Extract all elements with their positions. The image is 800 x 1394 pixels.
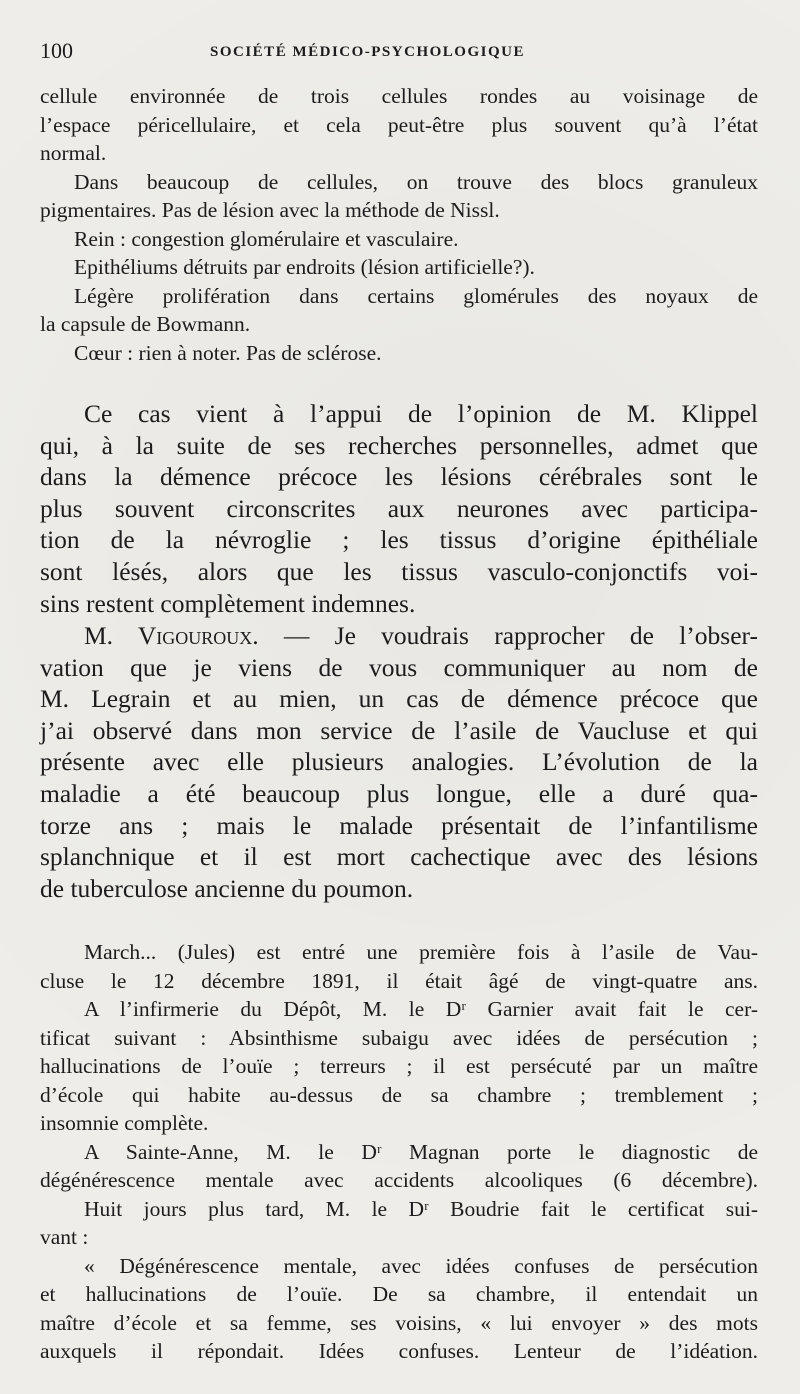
text-line: sont lésés, alors que les tissus vasculo-conjonctifs voi- [40,556,758,586]
text-line: la capsule de Bowmann. [40,312,251,336]
klippel-opinion-paragraph [40,398,758,619]
text-line: hallucinations de l’ouïe ; terreurs ; il est persécuté par un maître [40,1054,758,1078]
text-line: A Sainte-Anne, M. le Dʳ Magnan porte le diagnostic de [84,1139,758,1164]
text-line: cellule environnée de trois cellules rondes au voisinage de [40,84,758,108]
text-line: « Dégénérescence mentale, avec idées confuses de persécution [84,1253,758,1278]
text-line [40,620,758,652]
text-line: et hallucinations de l’ouïe. De sa chambre, il entendait un [40,1282,758,1306]
page-number: 100 [40,38,73,63]
text-line: plus souvent circonscrites aux neurones avec participa- [40,493,758,523]
text-line: sins restent complètement indemnes. [40,588,416,618]
text-line: tion de la névroglie ; les tissus d’origine épithéliale [40,525,758,555]
text-line: d’école qui habite au-dessus de sa chambre ; tremblement ; [40,1082,758,1107]
text-line: l’espace péricellulaire, et cela peut-être plus souvent qu’à l’état [40,112,758,137]
text-line: Ce cas vient à l’appui de l’opinion de M. Klippel [84,399,758,428]
text-line: dans la démence précoce les lésions cérébrales sont le [40,462,758,492]
text-line: maladie a été beaucoup plus longue, elle a duré qua- [40,778,758,808]
text-line: torze ans ; mais le malade présentait de l’infantilisme [40,810,758,840]
text-line: pigmentaires. Pas de lésion avec la méthode de Nissl. [40,198,500,222]
text-line: M. Legrain et au mien, un cas de démence précoce que [40,684,758,714]
text-line: Cœur : rien à noter. Pas de sclérose. [74,340,382,365]
text-line: splanchnique et il est mort cachectique avec des lésions [40,842,758,872]
text-line: Rein : congestion glomérulaire et vasculaire. [74,226,459,251]
text-line: A l’infirmerie du Dépôt, M. le Dʳ Garnier avait fait le cer- [84,997,758,1021]
autopsy-notes-section [40,82,758,367]
speaker-text: — Je voudrais rapprocher de l’obser- [283,621,759,650]
vigouroux-paragraph [40,620,758,904]
text-line: vant : [40,1225,89,1249]
text-line: dégénérescence mentale avec accidents alcooliques (6 décembre). [40,1168,758,1192]
text-line: auxquels il répondait. Idées confuses. Lenteur de l’idéation. [40,1339,758,1363]
running-head: SOCIÉTÉ MÉDICO-PSYCHOLOGIQUE [210,44,525,60]
text-line: présente avec elle plusieurs analogies. L’évolution de la [40,747,758,777]
text-line: j’ai observé dans mon service de l’asile de Vaucluse et qui [40,715,758,745]
text-line: tificat suivant : Absinthisme subaigu avec idées de persécution ; [40,1025,758,1050]
text-line: vation que je viens de vous communiquer au nom de [40,652,758,682]
text-line: March... (Jules) est entré une première fois à l’asile de Vau- [84,940,758,964]
text-line: Huit jours plus tard, M. le Dʳ Boudrie fait le certificat sui- [84,1196,758,1221]
text-line: Dans beaucoup de cellules, on trouve des blocs granuleux [74,169,758,194]
text-line: Légère prolifération dans certains glomérules des noyaux de [74,283,758,308]
text-line: maître d’école et sa femme, ses voisins, « lui envoyer » des mots [40,1310,758,1335]
text-line: normal. [40,141,107,165]
page-header [40,38,760,72]
text-line: qui, à la suite de ses recherches personnelles, admet que [40,430,758,460]
text-line: cluse le 12 décembre 1891, il était âgé de vingt-quatre ans. [40,968,758,993]
case-history-section [40,938,758,1366]
text-line: de tuberculose ancienne du poumon. [40,873,414,903]
speaker-name: M. Vigouroux. [84,621,259,650]
text-line: Epithéliums détruits par endroits (lésion artificielle?). [74,255,535,279]
text-line: insomnie complète. [40,1111,209,1135]
